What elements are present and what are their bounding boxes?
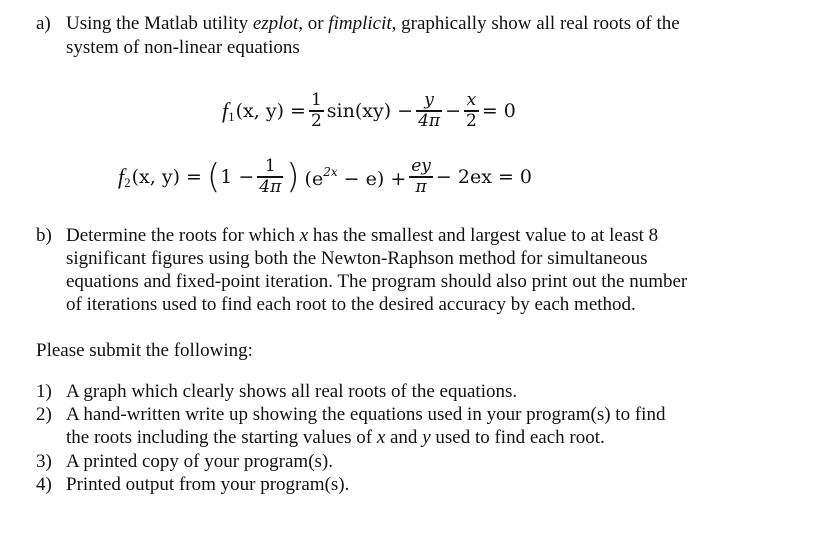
part-b-marker: b) — [36, 225, 52, 246]
part-b-line-1: Determine the roots for which x has the smallest and largest value to at least 8 — [66, 225, 659, 246]
equation-2 — [118, 153, 532, 201]
part-a — [36, 13, 826, 63]
eq1-minus: − — [445, 100, 462, 122]
submit-item-2-line-1: A hand-written write up showing the equations used in your program(s) to find — [66, 404, 666, 425]
submit-item-2-marker: 2) — [36, 404, 52, 425]
equation-1 — [222, 88, 516, 134]
submit-item-4 — [36, 474, 826, 496]
eq1-function-name: $f_1$ — [222, 97, 235, 124]
submit-item-3 — [36, 451, 826, 473]
eq2-function-name: $f_2$ — [118, 163, 131, 190]
eq1-fraction-x-over-2: $\frac{x}{2}$ — [466, 90, 477, 131]
eq2-one-minus: 1 − — [220, 166, 255, 188]
submit-item-1-text: A graph which clearly shows all real roots of the equations. — [66, 381, 518, 402]
submit-item-3-marker: 3) — [36, 451, 52, 472]
eq1-fraction-one-half: $\frac{1}{2}$ — [310, 90, 322, 131]
submit-item-2 — [36, 404, 826, 450]
eq1-lhs-args: (x, y) = — [235, 100, 306, 122]
submit-heading: Please submit the following: — [36, 340, 253, 361]
eq2-open-paren: ( — [206, 157, 221, 197]
submit-item-1 — [36, 381, 826, 403]
eq2-close-paren: ) — [286, 157, 300, 197]
part-b — [36, 225, 826, 321]
part-b-line-2: significant figures using both the Newton-Raphson method for simultaneous — [66, 248, 648, 269]
eq2-fraction-ey-over-pi: $\frac{ey}{\pi}$ — [411, 156, 431, 197]
submit-item-4-marker: 4) — [36, 474, 52, 495]
part-b-line-3: equations and fixed-point iteration. The program should also print out the number — [66, 271, 688, 292]
part-a-marker: a) — [36, 13, 51, 34]
submit-item-2-line-2: the roots including the starting values of x and y used to find each root. — [66, 427, 605, 448]
part-a-line-1: Using the Matlab utility ezplot, or fimplicit, graphically show all real roots of the — [66, 13, 680, 34]
eq2-lhs-args: (x, y) = — [131, 166, 202, 188]
eq1-rhs: = 0 — [481, 100, 516, 122]
eq1-sin-term: sin(xy) − — [326, 100, 414, 122]
submit-item-1-marker: 1) — [36, 381, 52, 402]
submit-item-4-text: Printed output from your program(s). — [66, 474, 350, 495]
part-b-line-4: of iterations used to find each root to the desired accuracy by each method. — [66, 294, 636, 315]
eq2-fraction-one-over-4pi: $\frac{1}{4\pi}$ — [259, 156, 282, 197]
eq2-exp-term: $(e^{2x} - e)$ + — [304, 164, 407, 190]
eq1-fraction-y-over-4pi: $\frac{y}{4\pi}$ — [418, 90, 441, 131]
part-a-line-2: system of non-linear equations — [66, 37, 300, 58]
eq2-tail: − 2ex = 0 — [435, 166, 533, 188]
submit-item-3-text: A printed copy of your program(s). — [66, 451, 333, 472]
